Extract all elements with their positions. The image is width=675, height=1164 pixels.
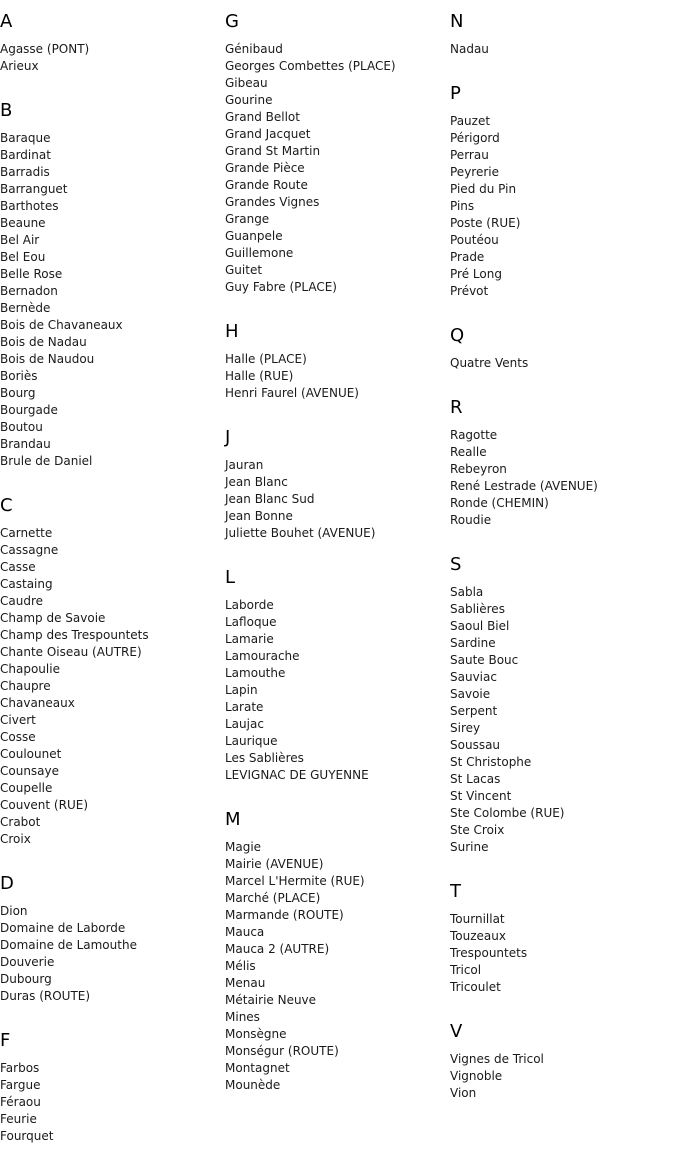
street-item[interactable]: Agasse (PONT) bbox=[0, 42, 90, 56]
street-item[interactable]: Halle (RUE) bbox=[225, 369, 294, 383]
street-item[interactable]: Brandau bbox=[0, 437, 51, 451]
letter-heading: M bbox=[225, 809, 241, 830]
street-item[interactable]: Peyrerie bbox=[450, 165, 499, 179]
street-item[interactable]: Sablières bbox=[450, 602, 505, 616]
street-list bbox=[225, 41, 450, 296]
street-item[interactable]: Savoie bbox=[450, 687, 491, 701]
letter-group bbox=[225, 416, 450, 542]
street-item[interactable]: Périgord bbox=[450, 131, 500, 145]
street-item[interactable]: Domaine de Laborde bbox=[0, 921, 126, 935]
street-list bbox=[450, 355, 675, 372]
street-item[interactable]: Bourg bbox=[0, 386, 36, 400]
letter-heading: D bbox=[0, 873, 14, 894]
street-item[interactable]: St Christophe bbox=[450, 755, 532, 769]
street-item[interactable]: Fargue bbox=[0, 1078, 41, 1092]
street-list bbox=[450, 911, 675, 996]
street-list bbox=[225, 457, 450, 542]
street-item[interactable]: Féraou bbox=[0, 1095, 41, 1109]
street-item[interactable]: Civert bbox=[0, 713, 36, 727]
street-item[interactable]: Barthotes bbox=[0, 199, 59, 213]
letter-heading: T bbox=[450, 881, 461, 902]
street-item[interactable]: Cassagne bbox=[0, 543, 59, 557]
street-item[interactable]: Mines bbox=[225, 1010, 260, 1024]
street-item[interactable]: Menau bbox=[225, 976, 266, 990]
street-item[interactable]: Tricol bbox=[450, 963, 482, 977]
letter-heading: L bbox=[225, 567, 236, 588]
street-item[interactable]: Gourine bbox=[225, 93, 273, 107]
street-item[interactable]: Surine bbox=[450, 840, 489, 854]
street-item[interactable]: Perrau bbox=[450, 148, 489, 162]
street-item[interactable]: Chavaneaux bbox=[0, 696, 75, 710]
street-item[interactable]: Belle Rose bbox=[0, 267, 63, 281]
street-item[interactable]: Soussau bbox=[450, 738, 501, 752]
street-item[interactable]: Ronde (CHEMIN) bbox=[450, 496, 549, 510]
street-item[interactable]: Mounède bbox=[225, 1078, 281, 1092]
street-item[interactable]: Ragotte bbox=[450, 428, 498, 442]
letter-group bbox=[450, 1010, 675, 1102]
street-item[interactable]: Lamourache bbox=[225, 649, 300, 663]
street-item[interactable]: Chante Oiseau (AUTRE) bbox=[0, 645, 142, 659]
index-column bbox=[225, 0, 450, 1108]
street-list bbox=[450, 41, 675, 58]
street-item[interactable]: Caudre bbox=[0, 594, 44, 608]
street-item[interactable]: Gibeau bbox=[225, 76, 268, 90]
letter-group bbox=[0, 0, 225, 75]
letter-group bbox=[450, 870, 675, 996]
street-item[interactable]: Ste Croix bbox=[450, 823, 505, 837]
street-list bbox=[450, 427, 675, 529]
letter-group bbox=[450, 0, 675, 58]
street-item[interactable]: Grand St Martin bbox=[225, 144, 321, 158]
street-item[interactable]: Sirey bbox=[450, 721, 481, 735]
letter-heading: N bbox=[450, 11, 464, 32]
street-item[interactable]: Tricoulet bbox=[450, 980, 501, 994]
street-item[interactable]: Henri Faurel (AVENUE) bbox=[225, 386, 359, 400]
street-item[interactable]: Génibaud bbox=[225, 42, 283, 56]
street-list bbox=[450, 113, 675, 300]
street-list bbox=[0, 525, 225, 848]
street-list bbox=[225, 839, 450, 1094]
street-item[interactable]: Couvent (RUE) bbox=[0, 798, 89, 812]
letter-heading: B bbox=[0, 100, 13, 121]
letter-group bbox=[225, 556, 450, 784]
street-list bbox=[0, 903, 225, 1005]
street-item[interactable]: Arieux bbox=[0, 59, 39, 73]
letter-heading: J bbox=[225, 427, 231, 448]
letter-heading: V bbox=[450, 1021, 463, 1042]
street-item[interactable]: Rebeyron bbox=[450, 462, 507, 476]
street-item[interactable]: Monsègne bbox=[225, 1027, 287, 1041]
street-item[interactable]: Coulounet bbox=[0, 747, 62, 761]
letter-heading: A bbox=[0, 11, 13, 32]
index-column bbox=[0, 0, 225, 1159]
street-item[interactable]: Champ des Trespountets bbox=[0, 628, 149, 642]
street-item[interactable]: Marché (PLACE) bbox=[225, 891, 321, 905]
street-item[interactable]: Grandes Vignes bbox=[225, 195, 320, 209]
letter-group bbox=[0, 1019, 225, 1145]
street-item[interactable]: Grand Jacquet bbox=[225, 127, 311, 141]
street-item[interactable]: Laurique bbox=[225, 734, 278, 748]
letter-group bbox=[450, 72, 675, 300]
street-item[interactable]: Sabla bbox=[450, 585, 484, 599]
street-item[interactable]: Les Sablières bbox=[225, 751, 304, 765]
street-item[interactable]: Monségur (ROUTE) bbox=[225, 1044, 339, 1058]
street-item[interactable]: Grande Route bbox=[225, 178, 308, 192]
street-item[interactable]: Touzeaux bbox=[450, 929, 506, 943]
street-item[interactable]: Fourquet bbox=[0, 1129, 54, 1143]
street-item[interactable]: St Lacas bbox=[450, 772, 501, 786]
street-item[interactable]: Marmande (ROUTE) bbox=[225, 908, 344, 922]
street-item[interactable]: Dion bbox=[0, 904, 28, 918]
street-item[interactable]: Vignoble bbox=[450, 1069, 503, 1083]
street-item[interactable]: Mélis bbox=[225, 959, 256, 973]
letter-heading: F bbox=[0, 1030, 11, 1051]
street-item[interactable]: Bourgade bbox=[0, 403, 58, 417]
street-item[interactable]: Douverie bbox=[0, 955, 55, 969]
street-list bbox=[0, 130, 225, 470]
street-item[interactable]: Counsaye bbox=[0, 764, 60, 778]
street-item[interactable]: Roudie bbox=[450, 513, 492, 527]
street-list bbox=[450, 584, 675, 856]
street-list bbox=[450, 1051, 675, 1102]
street-item[interactable]: Saute Bouc bbox=[450, 653, 519, 667]
street-item[interactable]: Jean Blanc Sud bbox=[225, 492, 315, 506]
street-item[interactable]: Barradis bbox=[0, 165, 50, 179]
index-column bbox=[450, 0, 675, 1116]
street-item[interactable]: Mairie (AVENUE) bbox=[225, 857, 324, 871]
street-item[interactable]: Baraque bbox=[0, 131, 51, 145]
street-item[interactable]: Bardinat bbox=[0, 148, 51, 162]
street-item[interactable]: Brule de Daniel bbox=[0, 454, 93, 468]
street-item[interactable]: Cosse bbox=[0, 730, 36, 744]
street-item[interactable]: Coupelle bbox=[0, 781, 53, 795]
street-item[interactable]: Bernadon bbox=[0, 284, 58, 298]
street-item[interactable]: Sauviac bbox=[450, 670, 497, 684]
letter-group bbox=[225, 0, 450, 296]
street-item[interactable]: Prade bbox=[450, 250, 485, 264]
street-item[interactable]: Realle bbox=[450, 445, 487, 459]
street-item[interactable]: Jauran bbox=[225, 458, 264, 472]
street-item[interactable]: Bois de Chavaneaux bbox=[0, 318, 123, 332]
street-item[interactable]: Lamouthe bbox=[225, 666, 286, 680]
street-item[interactable]: Crabot bbox=[0, 815, 41, 829]
street-item[interactable]: Vignes de Tricol bbox=[450, 1052, 544, 1066]
street-item[interactable]: Pauzet bbox=[450, 114, 491, 128]
street-item[interactable]: Feurie bbox=[0, 1112, 37, 1126]
street-item[interactable]: Domaine de Lamouthe bbox=[0, 938, 137, 952]
letter-group bbox=[0, 89, 225, 470]
street-item[interactable]: Saoul Biel bbox=[450, 619, 510, 633]
street-item[interactable]: Grand Bellot bbox=[225, 110, 300, 124]
street-item[interactable]: Barranguet bbox=[0, 182, 68, 196]
street-item[interactable]: Castaing bbox=[0, 577, 53, 591]
street-item[interactable]: Carnette bbox=[0, 526, 53, 540]
letter-group bbox=[450, 386, 675, 529]
street-item[interactable]: Dubourg bbox=[0, 972, 52, 986]
street-item[interactable]: Georges Combettes (PLACE) bbox=[225, 59, 396, 73]
street-item[interactable]: Trespountets bbox=[450, 946, 528, 960]
street-item[interactable]: Bois de Nadau bbox=[0, 335, 87, 349]
street-item[interactable]: Jean Blanc bbox=[225, 475, 288, 489]
letter-heading: H bbox=[225, 321, 239, 342]
street-item[interactable]: Bel Eou bbox=[0, 250, 46, 264]
street-item[interactable]: Magie bbox=[225, 840, 262, 854]
street-item[interactable]: Juliette Bouhet (AVENUE) bbox=[225, 526, 376, 540]
letter-heading: C bbox=[0, 495, 13, 516]
street-item[interactable]: Montagnet bbox=[225, 1061, 290, 1075]
letter-heading: P bbox=[450, 83, 461, 104]
street-item[interactable]: Mauca 2 (AUTRE) bbox=[225, 942, 330, 956]
street-item[interactable]: Guitet bbox=[225, 263, 263, 277]
street-item[interactable]: Croix bbox=[0, 832, 31, 846]
street-item[interactable]: Ste Colombe (RUE) bbox=[450, 806, 565, 820]
letter-group bbox=[225, 310, 450, 402]
letter-heading: G bbox=[225, 11, 239, 32]
street-item[interactable]: Bernède bbox=[0, 301, 51, 315]
street-item[interactable]: Mauca bbox=[225, 925, 265, 939]
street-item[interactable]: Guillemone bbox=[225, 246, 294, 260]
street-item[interactable]: St Vincent bbox=[450, 789, 512, 803]
street-item[interactable]: Halle (PLACE) bbox=[225, 352, 307, 366]
street-item[interactable]: Marcel L'Hermite (RUE) bbox=[225, 874, 365, 888]
street-item[interactable]: Guy Fabre (PLACE) bbox=[225, 280, 337, 294]
street-item[interactable]: Lafloque bbox=[225, 615, 277, 629]
street-item[interactable]: Guanpele bbox=[225, 229, 283, 243]
street-item[interactable]: Pied du Pin bbox=[450, 182, 517, 196]
street-item[interactable]: Chaupre bbox=[0, 679, 51, 693]
letter-heading: Q bbox=[450, 325, 465, 346]
street-item[interactable]: Grange bbox=[225, 212, 270, 226]
street-list bbox=[225, 597, 450, 784]
street-item[interactable]: Vion bbox=[450, 1086, 477, 1100]
street-item[interactable]: Pré Long bbox=[450, 267, 502, 281]
street-item[interactable]: Jean Bonne bbox=[225, 509, 293, 523]
street-item[interactable]: Bois de Naudou bbox=[0, 352, 95, 366]
street-item[interactable]: Bel Air bbox=[0, 233, 40, 247]
street-item[interactable]: Beaune bbox=[0, 216, 46, 230]
street-item[interactable]: Quatre Vents bbox=[450, 356, 529, 370]
street-list bbox=[225, 351, 450, 402]
street-item[interactable]: Casse bbox=[0, 560, 36, 574]
street-item[interactable]: Chapoulie bbox=[0, 662, 60, 676]
street-item[interactable]: Métairie Neuve bbox=[225, 993, 317, 1007]
street-item[interactable]: Lamarie bbox=[225, 632, 274, 646]
street-item[interactable]: LEVIGNAC DE GUYENNE bbox=[225, 768, 369, 782]
street-item[interactable]: Prévot bbox=[450, 284, 489, 298]
street-item[interactable]: Farbos bbox=[0, 1061, 40, 1075]
letter-group bbox=[450, 314, 675, 372]
street-item[interactable]: Boutou bbox=[0, 420, 43, 434]
street-item[interactable]: Poste (RUE) bbox=[450, 216, 521, 230]
street-list bbox=[0, 1060, 225, 1145]
letter-group bbox=[450, 543, 675, 856]
street-item[interactable]: Pins bbox=[450, 199, 475, 213]
street-item[interactable]: Lapin bbox=[225, 683, 258, 697]
letter-group bbox=[0, 862, 225, 1005]
street-item[interactable]: Grande Pièce bbox=[225, 161, 305, 175]
street-item[interactable]: Duras (ROUTE) bbox=[0, 989, 91, 1003]
street-item[interactable]: Serpent bbox=[450, 704, 498, 718]
street-item[interactable]: Larate bbox=[225, 700, 264, 714]
letter-heading: S bbox=[450, 554, 462, 575]
letter-heading: R bbox=[450, 397, 463, 418]
street-item[interactable]: Sardine bbox=[450, 636, 496, 650]
street-list bbox=[0, 41, 225, 75]
street-item[interactable]: Tournillat bbox=[450, 912, 505, 926]
street-item[interactable]: Laborde bbox=[225, 598, 274, 612]
letter-group bbox=[225, 798, 450, 1094]
street-item[interactable]: Champ de Savoie bbox=[0, 611, 106, 625]
street-item[interactable]: Boriès bbox=[0, 369, 38, 383]
street-item[interactable]: Nadau bbox=[450, 42, 489, 56]
street-item[interactable]: Poutéou bbox=[450, 233, 499, 247]
street-item[interactable]: René Lestrade (AVENUE) bbox=[450, 479, 598, 493]
street-item[interactable]: Laujac bbox=[225, 717, 264, 731]
letter-group bbox=[0, 484, 225, 848]
